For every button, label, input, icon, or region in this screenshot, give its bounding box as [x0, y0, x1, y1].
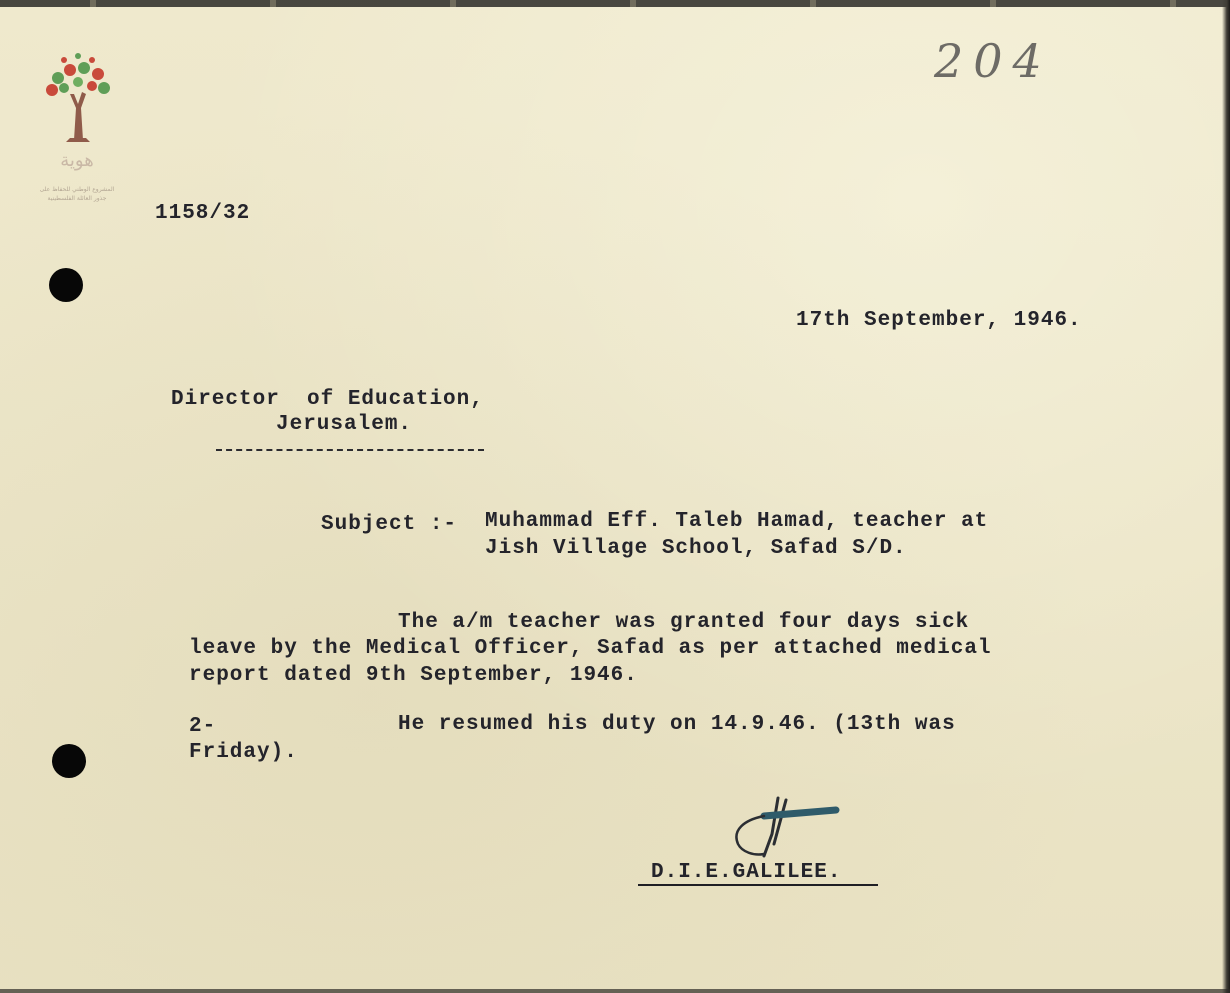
subject-label: Subject :- [321, 513, 458, 536]
archive-page-number: 204 [934, 34, 1052, 88]
subject-line-1: Muhammad Eff. Taleb Hamad, teacher at [485, 510, 989, 533]
punch-hole-top [49, 268, 83, 302]
paragraph-2-number: 2- [189, 715, 217, 738]
logo-caption-line1: المشروع الوطني للحفاظ على [39, 186, 115, 193]
subject-line-2: Jish Village School, Safad S/D. [485, 537, 907, 560]
logo-title: هوية [60, 150, 94, 171]
paragraph-1-line-3: report dated 9th September, 1946. [189, 664, 638, 687]
reference-number: 1158/32 [155, 202, 251, 225]
scan-top-edge [0, 0, 1230, 7]
punch-hole-bottom [52, 744, 86, 778]
signatory-name: D.I.E.GALILEE. [651, 861, 842, 884]
letter-date: 17th September, 1946. [796, 309, 1082, 332]
addressee-city: Jerusalem. [276, 413, 413, 436]
paragraph-1-line-1: The a/m teacher was granted four days sick [398, 611, 970, 634]
addressee-title: Director of Education, [171, 388, 484, 411]
signature-mark [724, 792, 844, 864]
signatory-underline [638, 884, 878, 886]
scan-bottom-edge [0, 989, 1230, 993]
scan-right-edge [1222, 0, 1230, 993]
paragraph-2-line-2: Friday). [189, 741, 298, 764]
addressee-underline [216, 449, 484, 451]
paragraph-1-line-2: leave by the Medical Officer, Safad as per attached medical [189, 637, 992, 660]
archive-tree-logo [36, 48, 120, 152]
paragraph-2-line-1: He resumed his duty on 14.9.46. (13th was [398, 713, 956, 736]
logo-caption-line2: جذور العائلة الفلسطينية [47, 195, 107, 202]
